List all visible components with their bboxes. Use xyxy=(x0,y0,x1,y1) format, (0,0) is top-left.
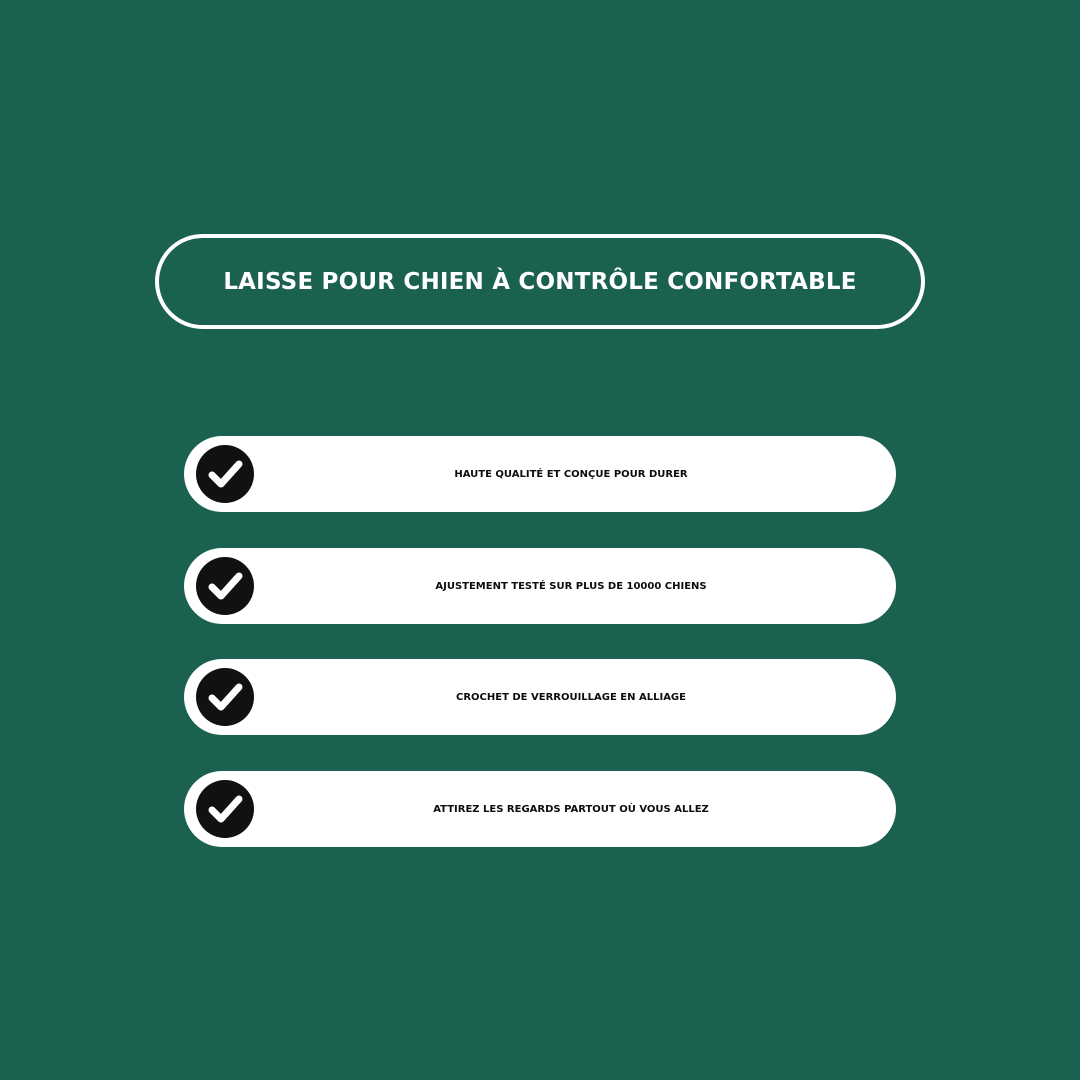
feature-label: CROCHET DE VERROUILLAGE EN ALLIAGE xyxy=(456,691,686,703)
header-banner xyxy=(155,234,925,329)
feature-label: AJUSTEMENT TESTÉ SUR PLUS DE 10000 CHIENS xyxy=(435,580,707,592)
check-circle-icon xyxy=(196,557,254,615)
feature-label: ATTIREZ LES REGARDS PARTOUT OÙ VOUS ALLEZ xyxy=(433,803,709,815)
feature-label: HAUTE QUALITÉ ET CONÇUE POUR DURER xyxy=(454,468,688,480)
feature-item-fit xyxy=(184,548,896,624)
check-circle-icon xyxy=(196,445,254,503)
check-circle-icon xyxy=(196,668,254,726)
feature-item-quality xyxy=(184,436,896,512)
feature-item-attention xyxy=(184,771,896,847)
check-circle-icon xyxy=(196,780,254,838)
feature-item-hook xyxy=(184,659,896,735)
header-title: LAISSE POUR CHIEN À CONTRÔLE CONFORTABLE xyxy=(223,268,857,295)
